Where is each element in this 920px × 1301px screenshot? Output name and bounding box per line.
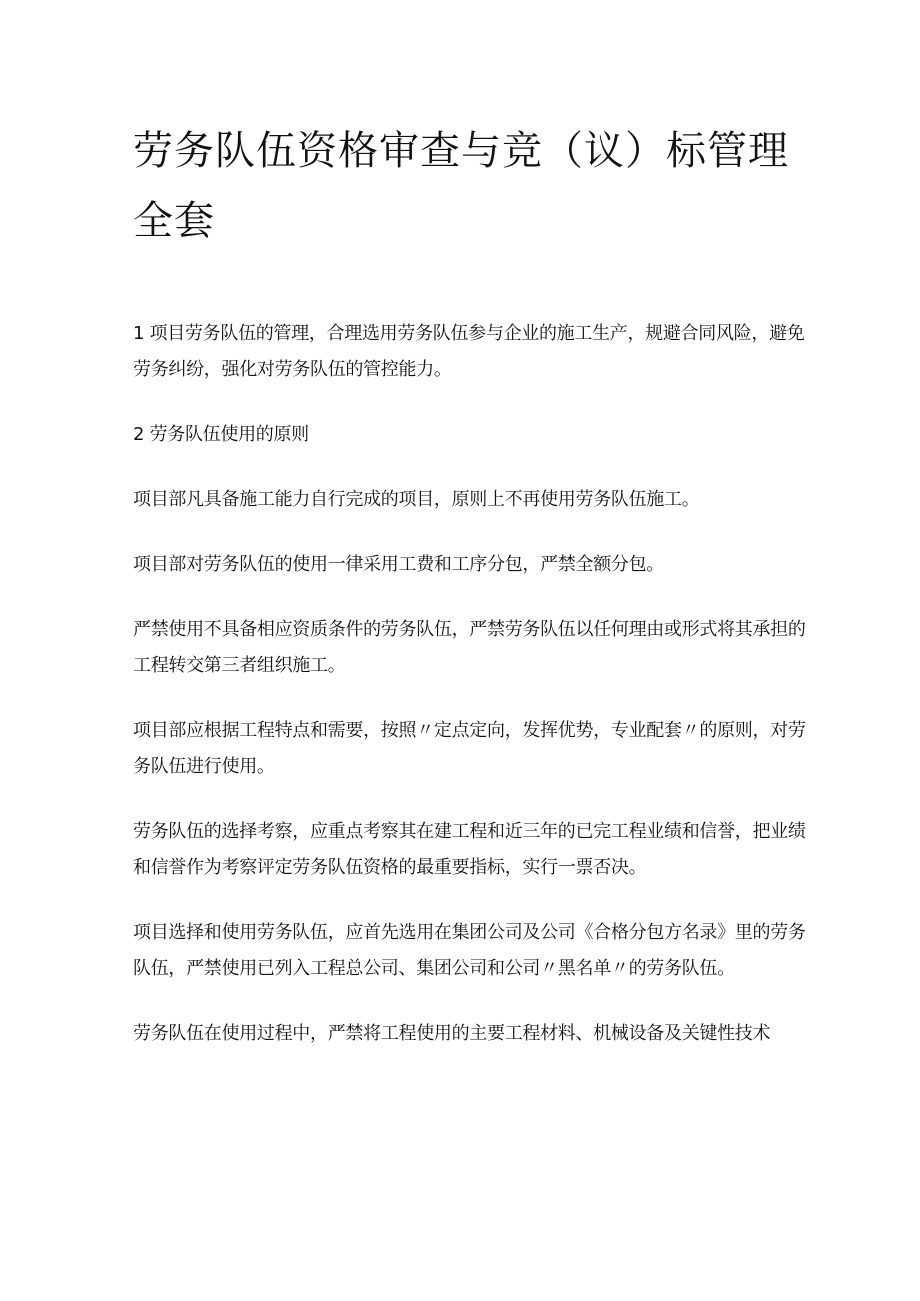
- paragraph: 劳务队伍在使用过程中，严禁将工程使用的主要工程材料、机械设备及关键性技术: [133, 1023, 771, 1044]
- section-heading: 2 劳务队伍使用的原则: [133, 424, 309, 445]
- paragraph: 项目部对劳务队伍的使用一律采用工费和工序分包，严禁全额分包。: [133, 554, 664, 575]
- paragraph: 项目部应根据工程特点和需要，按照〃定点定向，发挥优势，专业配套〃的原则，对劳务队伍进行使用。: [133, 720, 806, 777]
- paragraph: 项目选择和使用劳务队伍，应首先选用在集团公司及公司《合格分包方名录》里的劳务队伍，严禁使用已列入工程总公司、集团公司和公司〃黑名单〃的劳务队伍。: [133, 922, 806, 979]
- paragraph: 项目部凡具备施工能力自行完成的项目，原则上不再使用劳务队伍施工。: [133, 489, 700, 510]
- paragraph: 劳务队伍的选择考察，应重点考察其在建工程和近三年的已完工程业绩和信誉，把业绩和信誉作为考察评定劳务队伍资格的最重要指标，实行一票否决。: [133, 821, 806, 878]
- document-title: 劳务队伍资格审查与竞（议）标管理全套: [133, 128, 789, 244]
- paragraph: 严禁使用不具备相应资质条件的劳务队伍，严禁劳务队伍以任何理由或形式将其承担的工程转交第三者组织施工。: [133, 619, 806, 676]
- paragraph: 1 项目劳务队伍的管理，合理选用劳务队伍参与企业的施工生产，规避合同风险，避免劳务纠纷，强化对劳务队伍的管控能力。: [133, 323, 805, 380]
- document-body: [133, 316, 813, 1081]
